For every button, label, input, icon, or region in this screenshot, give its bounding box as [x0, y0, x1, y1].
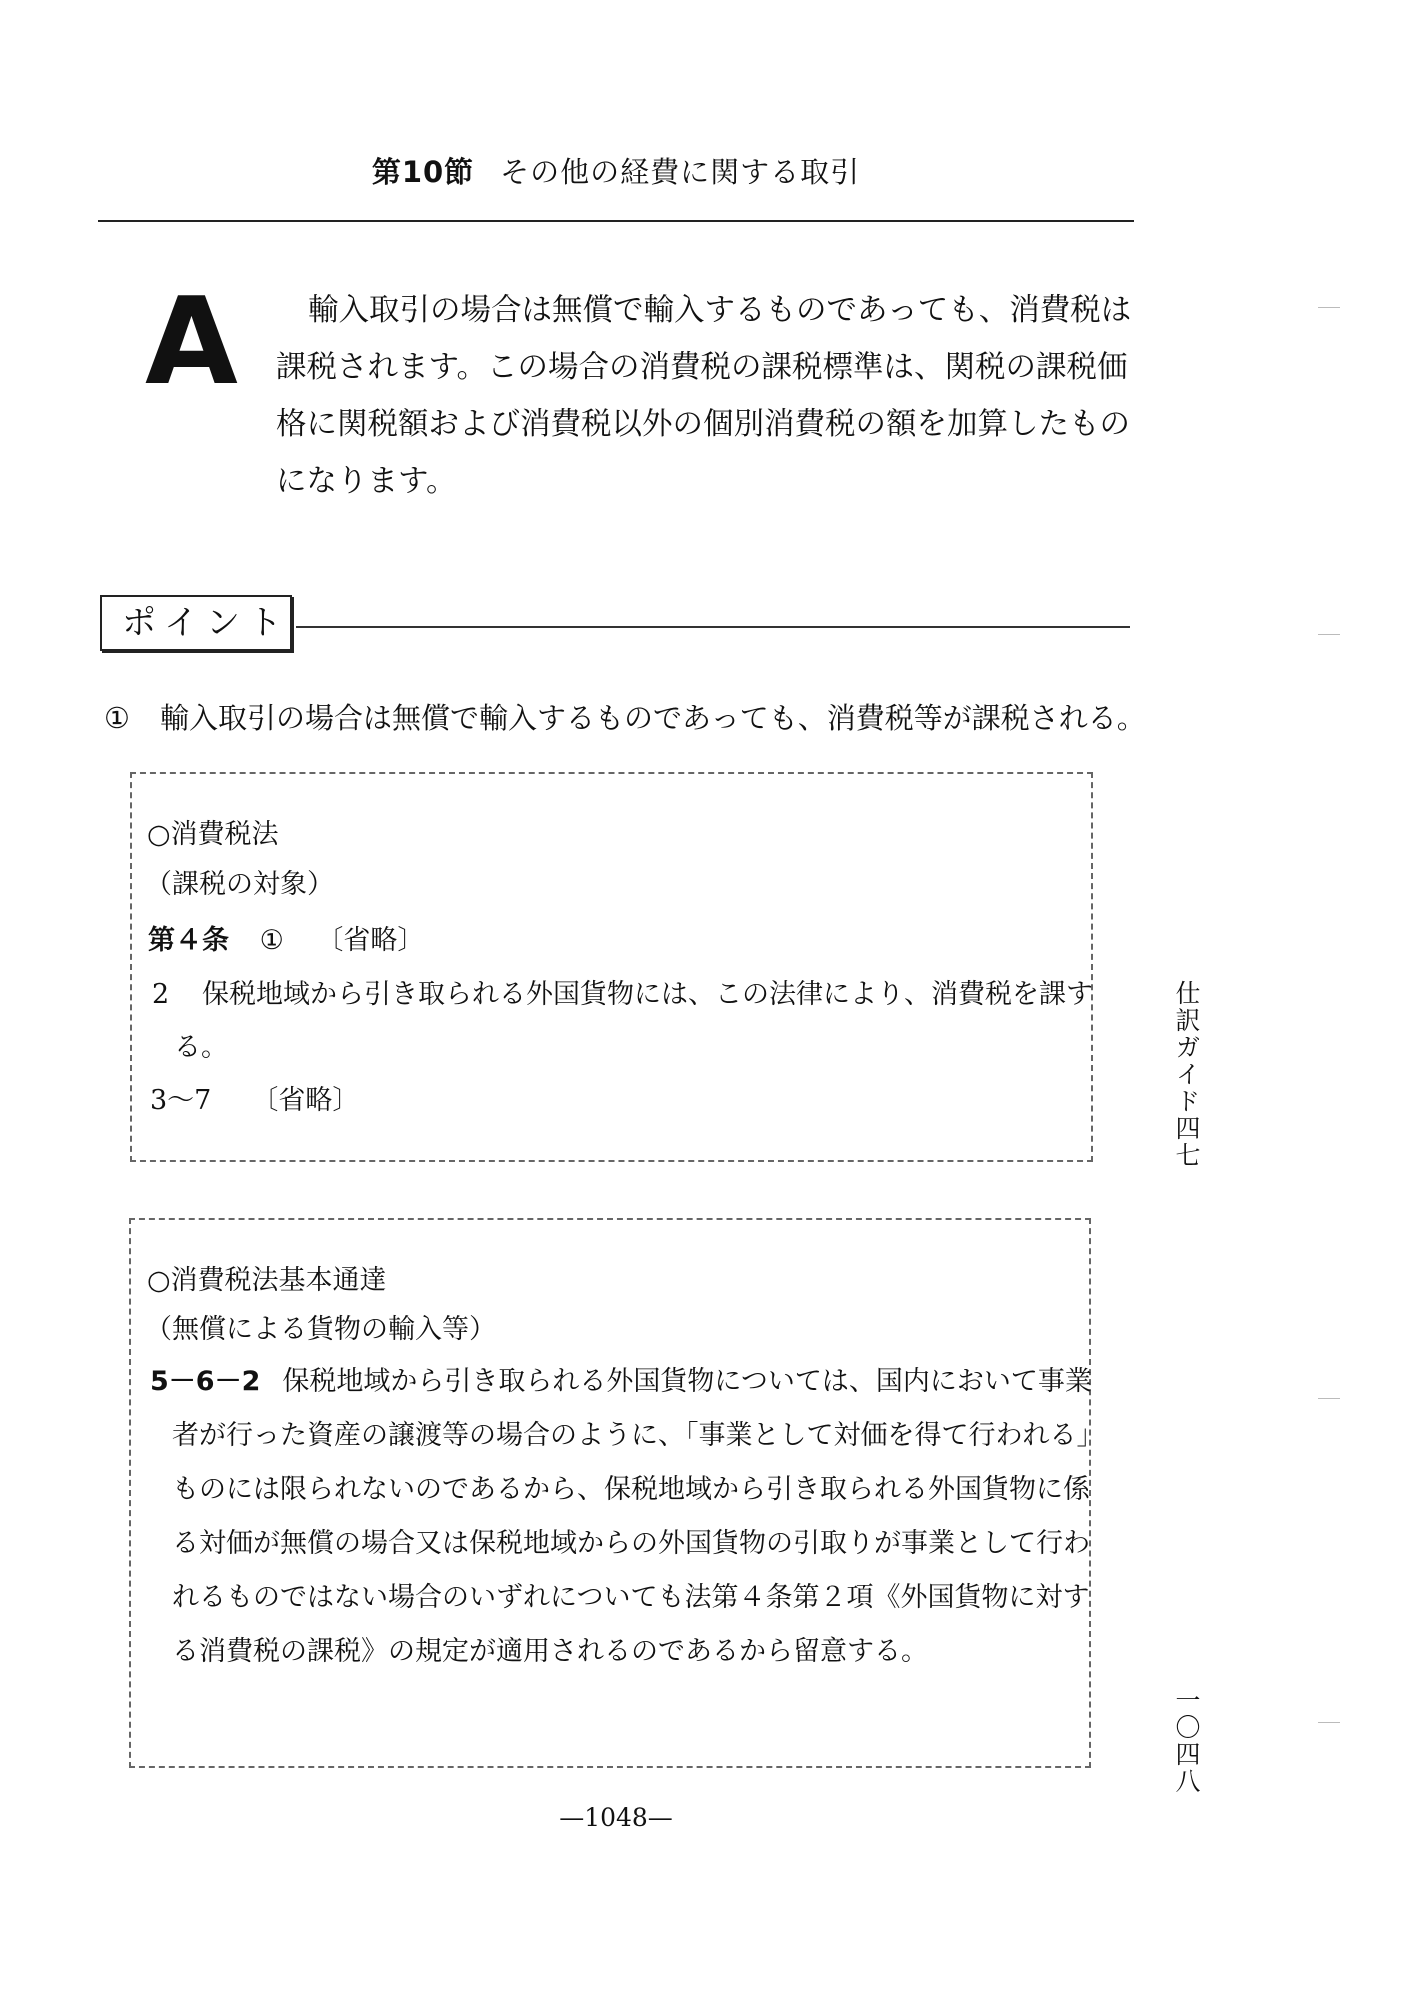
article-number: 第４条 [148, 925, 229, 956]
header-rule [98, 220, 1134, 222]
law-title: ○消費税法 [147, 819, 279, 850]
omitted-range: 3～7 [150, 1085, 212, 1116]
circular-text: 保税地域から引き取られる外国貨物については、国内において事業者が行った資産の譲渡等の場合のように、「事業として対価を得て行われる」ものには限られないのであるから、保税地域から引き取られる外国貨物に係る対価が無償の場合又は保税地域からの外国貨物の引取りが事業として行われるものではない場合のいずれについても法第４条第２項《外国貨物に対する消費税の課税》の規定が適用されるのであるから留意する。 [172, 1366, 1092, 1667]
section-number: 第10節 [371, 155, 475, 189]
point-item-marker: ① [104, 701, 130, 735]
answer-text: 輸入取引の場合は無償で輸入するものであっても、消費税は課税されます。この場合の消費税の課税標準は、関税の課税価格に関税額および消費税以外の個別消費税の額を加算したものになります。 [276, 293, 1132, 499]
law-paragraph [152, 968, 1109, 1074]
answer-letter: A [145, 273, 238, 412]
point-item [104, 696, 1146, 737]
section-title: その他の経費に関する取引 [500, 155, 861, 189]
paragraph-number: 2 [152, 979, 170, 1010]
point-heading: ポイント [100, 595, 292, 651]
section-heading [100, 150, 1132, 191]
article-note: 〔省略〕 [316, 925, 425, 956]
binder-mark [1318, 1398, 1340, 1399]
law-subtitle: （課税の対象） [145, 869, 334, 900]
binder-mark [1318, 1722, 1340, 1723]
side-guide-label: 仕訳ガイド四七 [1172, 980, 1201, 1169]
paragraph-text: 保税地域から引き取られる外国貨物には、この法律により、消費税を課する。 [174, 979, 1093, 1063]
side-page-number: 一〇四八 [1172, 1687, 1201, 1795]
point-item-text: 輸入取引の場合は無償で輸入するものであっても、消費税等が課税される。 [160, 701, 1146, 735]
binder-mark [1318, 307, 1340, 308]
circular-subtitle: （無償による貨物の輸入等） [145, 1314, 496, 1345]
article-paragraph: ① [259, 925, 284, 956]
point-rule [296, 626, 1130, 628]
circular-number: 5－6－2 [150, 1366, 261, 1397]
omitted-paragraphs [150, 1078, 359, 1117]
circular-title: ○消費税法基本通達 [147, 1265, 387, 1296]
article-line [148, 918, 424, 957]
binder-mark [1318, 634, 1340, 635]
circular-paragraph [150, 1355, 1102, 1679]
omitted-note: 〔省略〕 [251, 1085, 360, 1116]
page-number: —1048— [559, 1803, 673, 1832]
